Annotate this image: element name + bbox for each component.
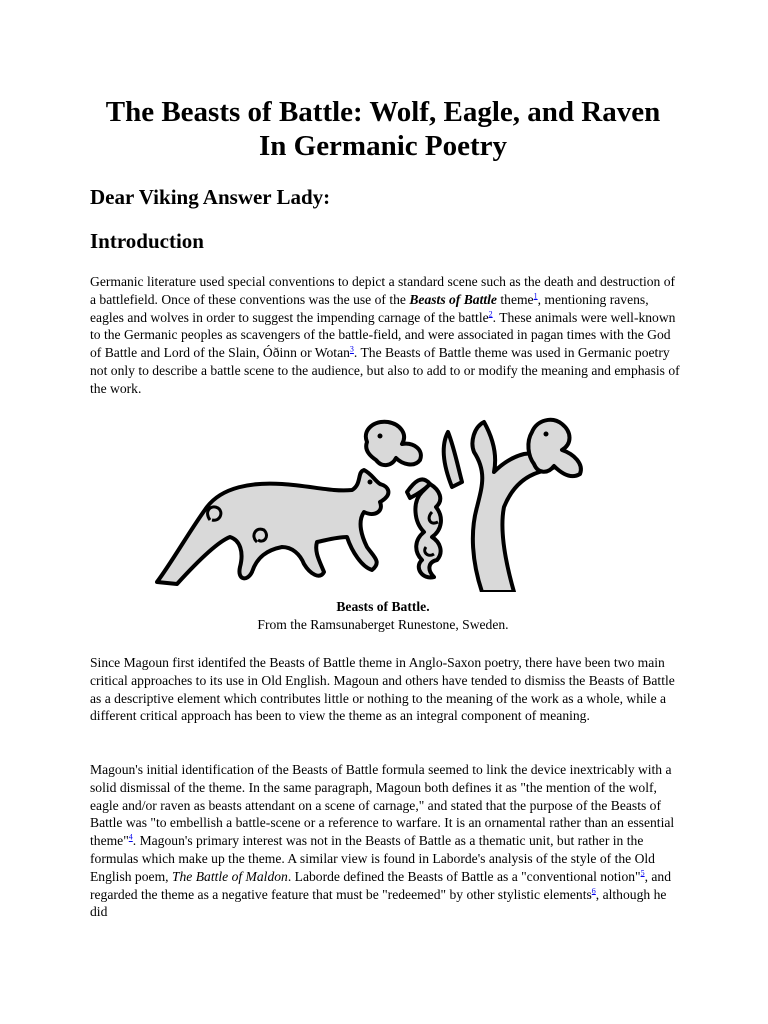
footnote-link-4[interactable]: 4: [128, 832, 133, 842]
greeting-heading: Dear Viking Answer Lady:: [90, 185, 331, 209]
text: Germanic literature used special conventions to depict a standard scene such as the death and destruction of a battlefield. Once of these conventions was the use of the: [90, 274, 676, 307]
caption-source: From the Ramsunaberget Runestone, Sweden.: [257, 617, 509, 632]
footnote-link-6[interactable]: 6: [591, 886, 596, 896]
text: . The Beasts of Battle theme was used in Germanic poetry not only to describe a battle scene to the audience, but also to add to or modify the meaning and emphasis of the work.: [90, 345, 680, 396]
emphasis-battle-of-maldon: The Battle of Maldon: [171, 868, 288, 884]
magoun-paragraph: [90, 761, 680, 921]
text: theme: [496, 291, 534, 307]
title-line-1: The Beasts of Battle: Wolf, Eagle, and Raven: [105, 96, 661, 128]
title-line-2: In Germanic Poetry: [258, 130, 508, 162]
runestone-beasts-illustration: [152, 412, 617, 592]
emphasis-beasts-of-battle: Beasts of Battle: [409, 291, 497, 307]
introduction-heading: Introduction: [90, 229, 204, 253]
text: , although he did: [90, 886, 667, 920]
footnote-link-3[interactable]: 3: [349, 344, 354, 354]
text: Magoun's initial identification of the Beasts of Battle formula seemed to link the device inextricably with a solid dismissal of the theme. In the same paragraph, Magoun both defines it as "the mention of the wolf, eagle and/or raven as beasts attendant on a scene of carnage," and stated that the purpose of the Beasts of Battle was "to embellish a battle-scene or a reference to warfare. It is an ornamental rather than an essential theme": [90, 762, 675, 849]
text: . These animals were well-known to the Germanic peoples as scavengers of the battle-field, and were associated in pagan times with the God of Battle and Lord of the Slain, Óðinn or Wotan: [90, 309, 676, 361]
text: . Magoun's primary interest was not in the Beasts of Battle as a thematic unit, but rather in the formulas which make up the theme. A similar view is found in Laborde's analysis of the style of the Old English poem,: [90, 833, 655, 884]
intro-paragraph: [90, 273, 680, 398]
text: , and regarded the theme as a negative feature that must be "redeemed" by other stylistic elements: [90, 868, 672, 902]
footnote-link-2[interactable]: 2: [488, 309, 493, 319]
figure-caption: [90, 598, 676, 634]
caption-title: Beasts of Battle.: [336, 599, 430, 614]
footnote-link-5[interactable]: 5: [640, 868, 645, 878]
text: . Laborde defined the Beasts of Battle as a "conventional notion": [287, 868, 641, 884]
page-title: [80, 95, 686, 163]
footnote-link-1[interactable]: 1: [533, 291, 538, 301]
approaches-paragraph: Since Magoun first identifed the Beasts of Battle theme in Anglo-Saxon poetry, there have been two main critical approaches to its use in Old English. Magoun and others have tended to dismiss the Beasts of Battle as a descriptive element which contributes little or nothing to the meaning of the work as a whole, while a different critical approach has been to view the theme as an integral component of meaning.: [90, 655, 675, 724]
text: , mentioning ravens, eagles and wolves in order to suggest the impending carnage of the battle: [90, 291, 649, 325]
